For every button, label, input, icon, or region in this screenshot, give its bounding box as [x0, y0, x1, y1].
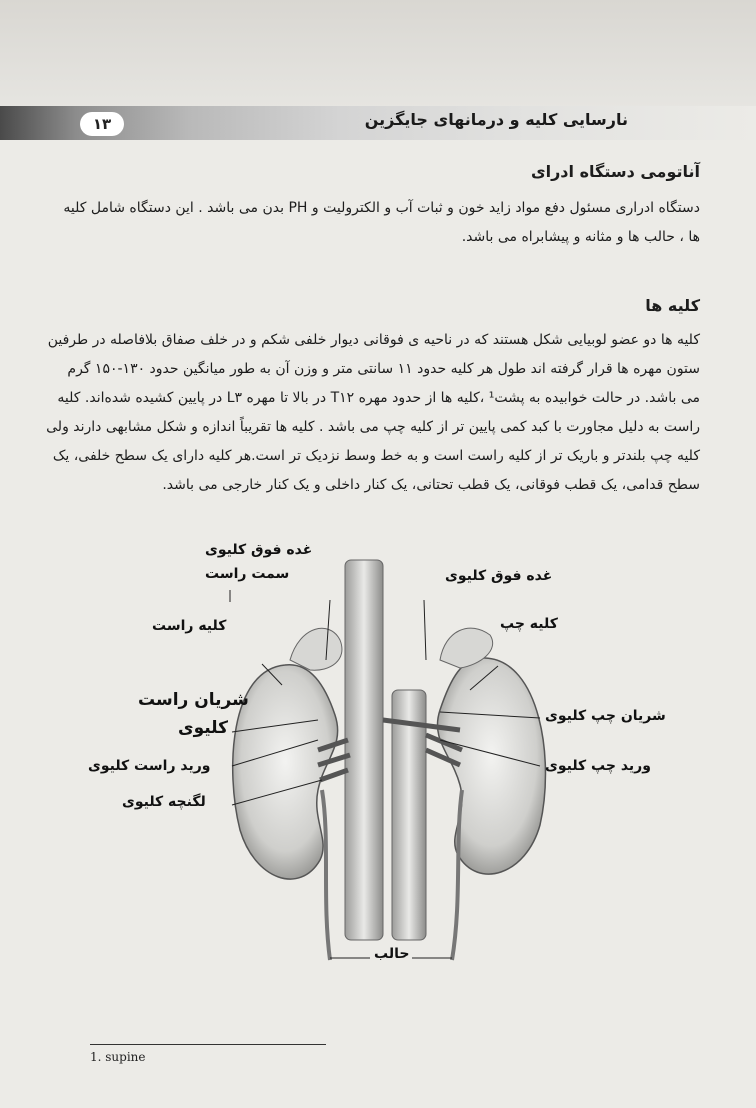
label-left-renal-vein: ورید چپ کلیوی — [545, 758, 651, 774]
label-right-renal-vein: ورید راست کلیوی — [88, 758, 211, 774]
text-line: دستگاه ادراری مسئول دفع مواد زاید خون و ثبات آب و الکترولیت و PH بدن می باشد . این دستگاه شامل کلیه — [63, 200, 700, 216]
footnote: 1. supine — [90, 1050, 146, 1064]
running-header-title: نارسایی کلیه و درمانهای جایگزین — [364, 110, 628, 129]
text-line: راست به دلیل مجاورت با کبد کمی پایین تر از کلیه چپ می باشد . کلیه ها تقریباً اندازه و شکل مشابهی دارند ولی — [46, 419, 700, 435]
label-renal-pelvis: لگنچه کلیوی — [122, 794, 206, 810]
right-adrenal-gland — [290, 628, 342, 670]
label-right-adrenal-line1: غده فوق کلیوی — [205, 542, 313, 558]
text-line: ها ، حالب ها و مثانه و پیشابراه می باشد. — [461, 229, 700, 245]
footnote-divider — [90, 1044, 326, 1045]
section-heading-urinary-anatomy: آناتومی دستگاه ادرای — [530, 162, 700, 181]
text-line: کلیه ها دو عضو لوبیایی شکل هستند که در ناحیه ی فوقانی دیوار خلفی شکم و در خلف صفاق بلافاصله در طرفین — [47, 332, 700, 348]
label-right-renal-artery: شریان راست — [138, 690, 249, 710]
label-right-adrenal — [205, 542, 312, 558]
aorta — [345, 560, 383, 940]
label-right-kidney: کلیه راست — [152, 618, 227, 634]
right-ureter — [322, 790, 330, 960]
text-line: می باشد. در حالت خوابیده به پشت¹ ،کلیه ها از حدود مهره T۱۲ در بالا تا مهره L۳ در پایین کشیده شده‌اند. کلیه — [57, 390, 700, 406]
label-left-adrenal: غده فوق کلیوی — [445, 568, 553, 584]
label-left-kidney: کلیه چپ — [500, 616, 558, 632]
left-ureter — [452, 790, 462, 960]
text-line: سطح قدامی، یک قطب فوقانی، یک قطب تحتانی، یک کنار داخلی و یک کنار خارجی می باشد. — [162, 477, 700, 493]
section-heading-kidneys: کلیه ها — [645, 296, 700, 315]
page-number: ۱۳ — [80, 112, 124, 136]
label-right-renal-artery-2: کلیوی — [178, 718, 229, 738]
text-line: کلیه چپ بلندتر و باریک تر از کلیه راست است و به خط وسط نزدیک تر است.هر کلیه دارای یک سطح خلفی، یک — [52, 448, 700, 464]
kidney-anatomy-figure — [0, 540, 756, 980]
paragraph-kidneys — [46, 326, 700, 500]
left-kidney — [437, 658, 545, 874]
label-right-side: سمت راست — [205, 566, 290, 582]
page-top-shade — [0, 0, 756, 108]
label-ureter: حالب — [374, 946, 410, 962]
inferior-vena-cava — [392, 690, 426, 940]
paragraph-urinary-system — [58, 194, 700, 252]
text-line: ستون مهره ها قرار گرفته اند طول هر کلیه حدود ۱۱ سانتی متر و وزن آن به طور میانگین حدود ۱۳۰-۱۵۰ گرم — [67, 361, 700, 377]
label-left-renal-artery: شریان چپ کلیوی — [545, 708, 666, 724]
